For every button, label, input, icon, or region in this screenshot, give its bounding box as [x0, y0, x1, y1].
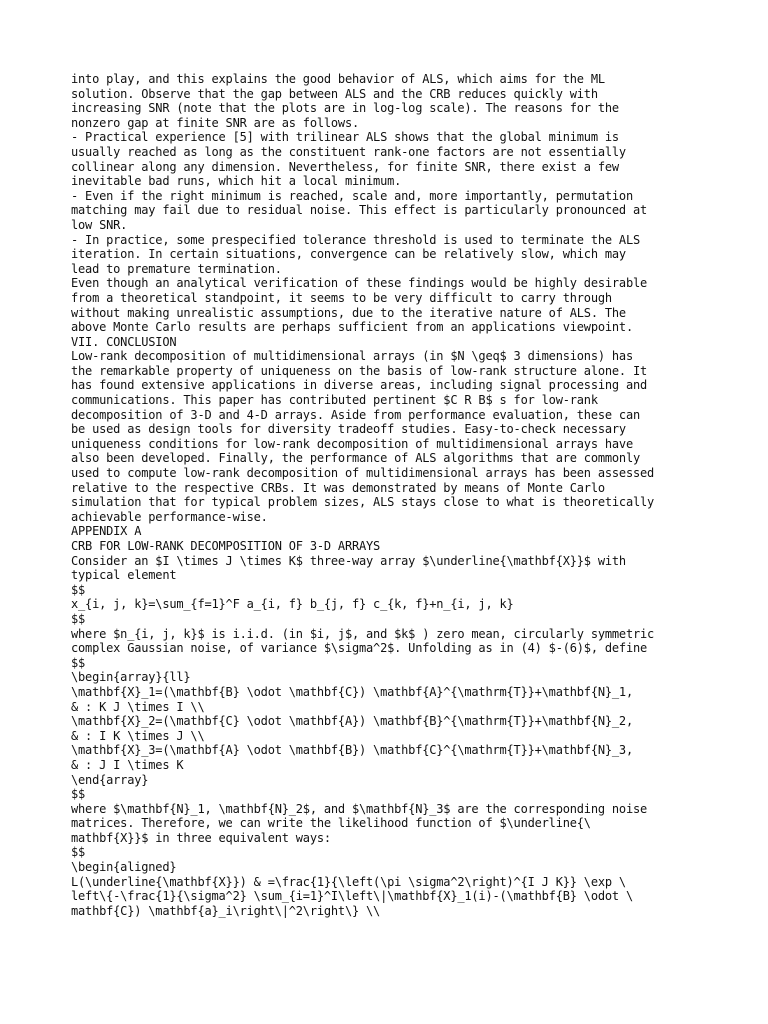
text-line: the remarkable property of uniqueness on the basis of low-rank structure alone. It [71, 363, 648, 378]
text-line: x_{i, j, k}=\sum_{f=1}^F a_{i, f} b_{j, f} c_{k, f}+n_{i, j, k} [71, 597, 514, 612]
text-line: APPENDIX A [71, 524, 142, 539]
text-line: \mathbf{X}_2=(\mathbf{C} \odot \mathbf{A}) \mathbf{B}^{\mathrm{T}}+\mathbf{N}_2, [71, 714, 633, 729]
text-line: \begin{array}{ll} [71, 670, 191, 685]
text-line: above Monte Carlo results are perhaps sufficient from an applications viewpoint. [71, 320, 633, 335]
text-line: collinear along any dimension. Nevertheless, for finite SNR, there exist a few [71, 159, 619, 174]
text-line: \mathbf{X}_1=(\mathbf{B} \odot \mathbf{C}) \mathbf{A}^{\mathrm{T}}+\mathbf{N}_1, [71, 684, 633, 699]
text-line: where $n_{i, j, k}$ is i.i.d. (in $i, j$, and $k$ ) zero mean, circularly symmetric [71, 626, 655, 641]
text-line: where $\mathbf{N}_1, \mathbf{N}_2$, and $\mathbf{N}_3$ are the corresponding noise [71, 801, 648, 816]
text-line: & : K J \times I \\ [71, 699, 205, 714]
text-line: without making unrealistic assumptions, due to the iterative nature of ALS. The [71, 305, 626, 320]
text-line: used to compute low-rank decomposition of multidimensional arrays has been assessed [71, 466, 655, 481]
text-line: $$ [71, 655, 86, 670]
text-line: - Even if the right minimum is reached, scale and, more importantly, permutation [71, 188, 633, 203]
text-line: $$ [71, 582, 86, 597]
text-line: low SNR. [71, 217, 128, 232]
text-line: iteration. In certain situations, convergence can be relatively slow, which may [71, 247, 626, 262]
text-line: left\{-\frac{1}{\sigma^2} \sum_{i=1}^I\left\|\mathbf{X}_1(i)-(\mathbf{B} \odot \ [71, 889, 633, 904]
text-line: mathbf{X}}$ in three equivalent ways: [71, 830, 331, 845]
text-line: communications. This paper has contributed pertinent $C R B$ s for low-rank [71, 393, 598, 408]
text-line: matrices. Therefore, we can write the likelihood function of $\underline{\ [71, 816, 591, 831]
text-line: has found extensive applications in diverse areas, including signal processing and [71, 378, 648, 393]
text-line: Consider an $I \times J \times K$ three-way array $\underline{\mathbf{X}}$ with [71, 553, 626, 568]
text-line: simulation that for typical problem sizes, ALS stays close to what is theoretically [71, 495, 655, 510]
text-line: & : I K \times J \\ [71, 728, 205, 743]
text-line: $$ [71, 845, 86, 860]
text-line: mathbf{C}) \mathbf{a}_i\right\|^2\right\} \\ [71, 903, 381, 918]
text-line: - Practical experience [5] with trilinear ALS shows that the global minimum is [71, 130, 619, 145]
text-line: Low-rank decomposition of multidimensional arrays (in $N \geq$ 3 dimensions) has [71, 349, 633, 364]
text-line: nonzero gap at finite SNR are as follows. [71, 115, 360, 130]
text-line: into play, and this explains the good behavior of ALS, which aims for the ML [71, 72, 605, 86]
text-line: also been developed. Finally, the performance of ALS algorithms that are commonly [71, 451, 640, 466]
text-line: lead to premature termination. [71, 261, 282, 276]
text-line: inevitable bad runs, which hit a local minimum. [71, 174, 402, 189]
text-line: \begin{aligned} [71, 860, 177, 875]
text-line: decomposition of 3-D and 4-D arrays. Aside from performance evaluation, these can [71, 407, 640, 422]
text-line: solution. Observe that the gap between ALS and the CRB reduces quickly with [71, 86, 598, 101]
text-line: \mathbf{X}_3=(\mathbf{A} \odot \mathbf{B}) \mathbf{C}^{\mathrm{T}}+\mathbf{N}_3, [71, 743, 633, 758]
document-page [71, 72, 731, 918]
text-line: L(\underline{\mathbf{X}}) & =\frac{1}{\left(\pi \sigma^2\right)^{I J K}} \exp \ [71, 874, 626, 889]
text-line: from a theoretical standpoint, it seems to be very difficult to carry through [71, 290, 612, 305]
text-line: typical element [71, 568, 177, 583]
text-line: & : J I \times K [71, 757, 184, 772]
text-line: matching may fail due to residual noise. This effect is particularly pronounced at [71, 203, 648, 218]
text-line: relative to the respective CRBs. It was demonstrated by means of Monte Carlo [71, 480, 605, 495]
text-line: increasing SNR (note that the plots are in log-log scale). The reasons for the [71, 101, 619, 116]
text-line: \end{array} [71, 772, 149, 787]
text-line: usually reached as long as the constituent rank-one factors are not essentially [71, 144, 626, 159]
text-line: VII. CONCLUSION [71, 334, 177, 349]
text-line: $$ [71, 611, 86, 626]
text-line: CRB FOR LOW-RANK DECOMPOSITION OF 3-D ARRAYS [71, 539, 381, 553]
text-line: - In practice, some prespecified tolerance threshold is used to terminate the ALS [71, 232, 640, 247]
text-line: Even though an analytical verification of these findings would be highly desirable [71, 276, 648, 291]
text-line: $$ [71, 787, 86, 802]
text-line: complex Gaussian noise, of variance $\sigma^2$. Unfolding as in (4) $-(6)$, define [71, 641, 648, 656]
text-line: uniqueness conditions for low-rank decomposition of multidimensional arrays have [71, 436, 633, 451]
text-line: be used as design tools for diversity tradeoff studies. Easy-to-check necessary [71, 422, 626, 437]
text-line: achievable performance-wise. [71, 509, 268, 524]
